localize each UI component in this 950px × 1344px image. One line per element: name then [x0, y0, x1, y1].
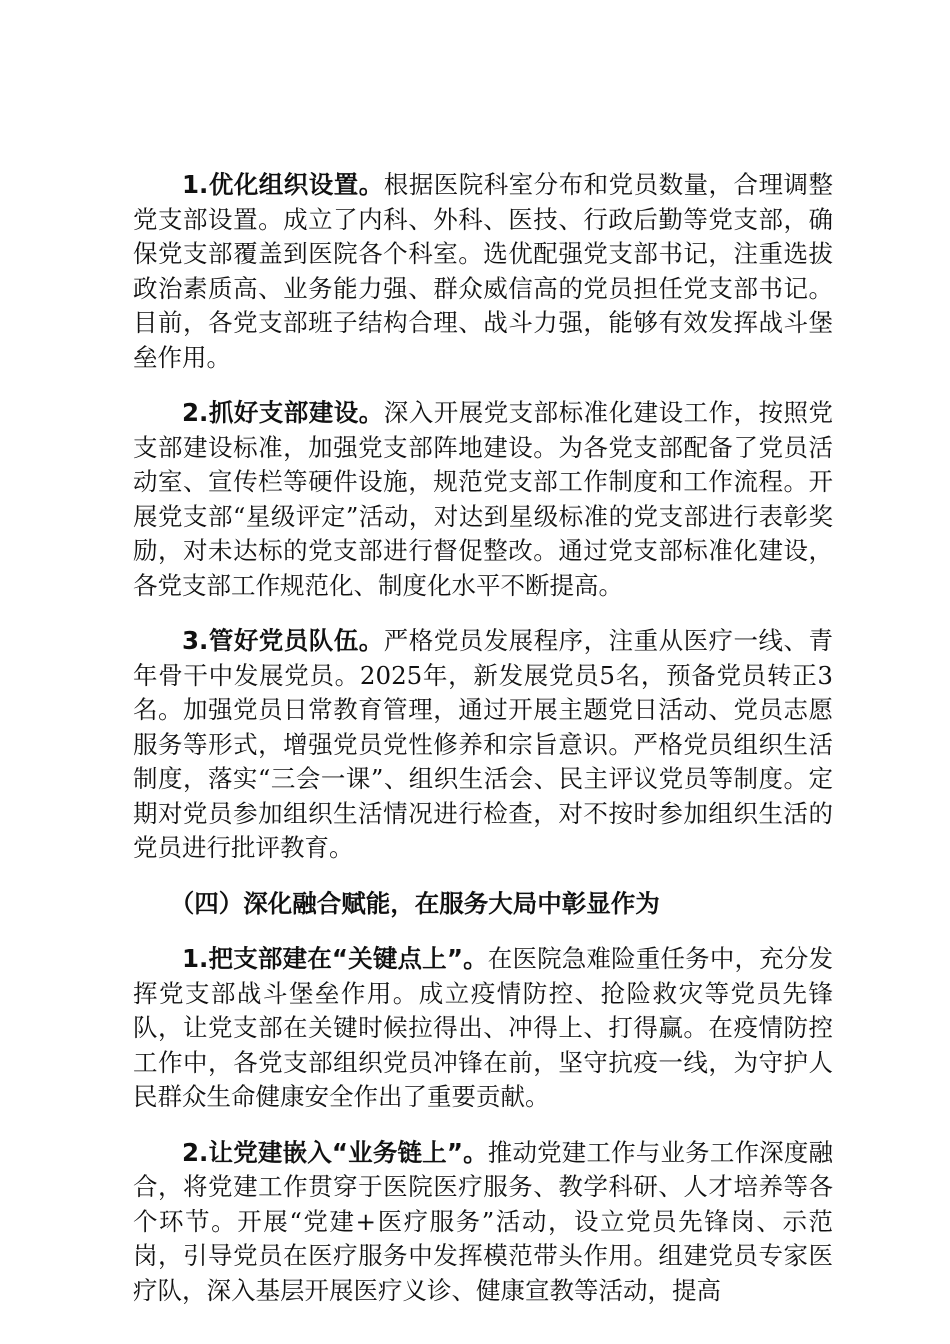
paragraph-body: 深入开展党支部标准化建设工作，按照党支部建设标准，加强党支部阵地建设。为各党支部配备了党员活动室、宣传栏等硬件设施，规范党支部工作制度和工作流程。开展党支部“星级评定”活动，对达到星级标准的党支部进行表彰奖励，对未达标的党支部进行督促整改。通过党支部标准化建设，各党支部工作规范化、制度化水平不断提高。	[133, 398, 834, 600]
paragraph-lead: 2.让党建嵌入“业务链上”。	[182, 1137, 488, 1167]
document-page	[133, 168, 833, 1308]
paragraph-lead: 3.管好党员队伍。	[182, 626, 384, 655]
paragraph-body: 在医院急难险重任务中，充分发挥党支部战斗堡垒作用。成立疫情防控、抢险救灾等党员先锋队，让党支部在关键时候拉得出、冲得上、打得赢。在疫情防控工作中，各党支部组织党员冲锋在前，坚守抗疫一线，为守护人民群众生命健康安全作出了重要贡献。	[133, 944, 833, 1111]
paragraph-gap	[133, 375, 833, 396]
paragraph-gap	[133, 603, 833, 624]
paragraph-gap	[133, 866, 833, 887]
section-heading: （四）深化融合赋能，在服务大局中彰显作为	[169, 888, 660, 918]
paragraph-key-points	[133, 942, 833, 1115]
paragraph-body: 根据医院科室分布和党员数量，合理调整党支部设置。成立了内科、外科、医技、行政后勤等党支部，确保党支部覆盖到医院各个科室。选优配强党支部书记，注重选拔政治素质高、业务能力强、群众威信高的党员担任党支部书记。目前，各党支部班子结构合理、战斗力强，能够有效发挥战斗堡垒作用。	[133, 170, 834, 372]
paragraph-business-chain	[133, 1136, 833, 1309]
paragraph-gap	[133, 921, 833, 942]
paragraph-gap	[133, 1115, 833, 1136]
paragraph-member-management	[133, 624, 833, 866]
paragraph-lead: 1.把支部建在“关键点上”。	[182, 944, 488, 973]
paragraph-lead: 1.优化组织设置。	[182, 170, 384, 199]
paragraph-branch-building	[133, 396, 833, 603]
paragraph-optimize-organization	[133, 168, 833, 375]
paragraph-lead: 2.抓好支部建设。	[182, 398, 384, 427]
paragraph-body: 严格党员发展程序，注重从医疗一线、青年骨干中发展党员。2025年，新发展党员5名，预备党员转正3名。加强党员日常教育管理，通过开展主题党日活动、党员志愿服务等形式，增强党员党性修养和宗旨意识。严格党员组织生活制度，落实“三会一课”、组织生活会、民主评议党员等制度。定期对党员参加组织生活情况进行检查，对不按时参加组织生活的党员进行批评教育。	[133, 626, 834, 862]
paragraph-body: 推动党建工作与业务工作深度融合，将党建工作贯穿于医院医疗服务、教学科研、人才培养等各个环节。开展“党建+医疗服务”活动，设立党员先锋岗、示范岗，引导党员在医疗服务中发挥模范带头作用。组建党员专家医疗队，深入基层开展医疗义诊、健康宣教等活动，提高	[133, 1137, 833, 1305]
